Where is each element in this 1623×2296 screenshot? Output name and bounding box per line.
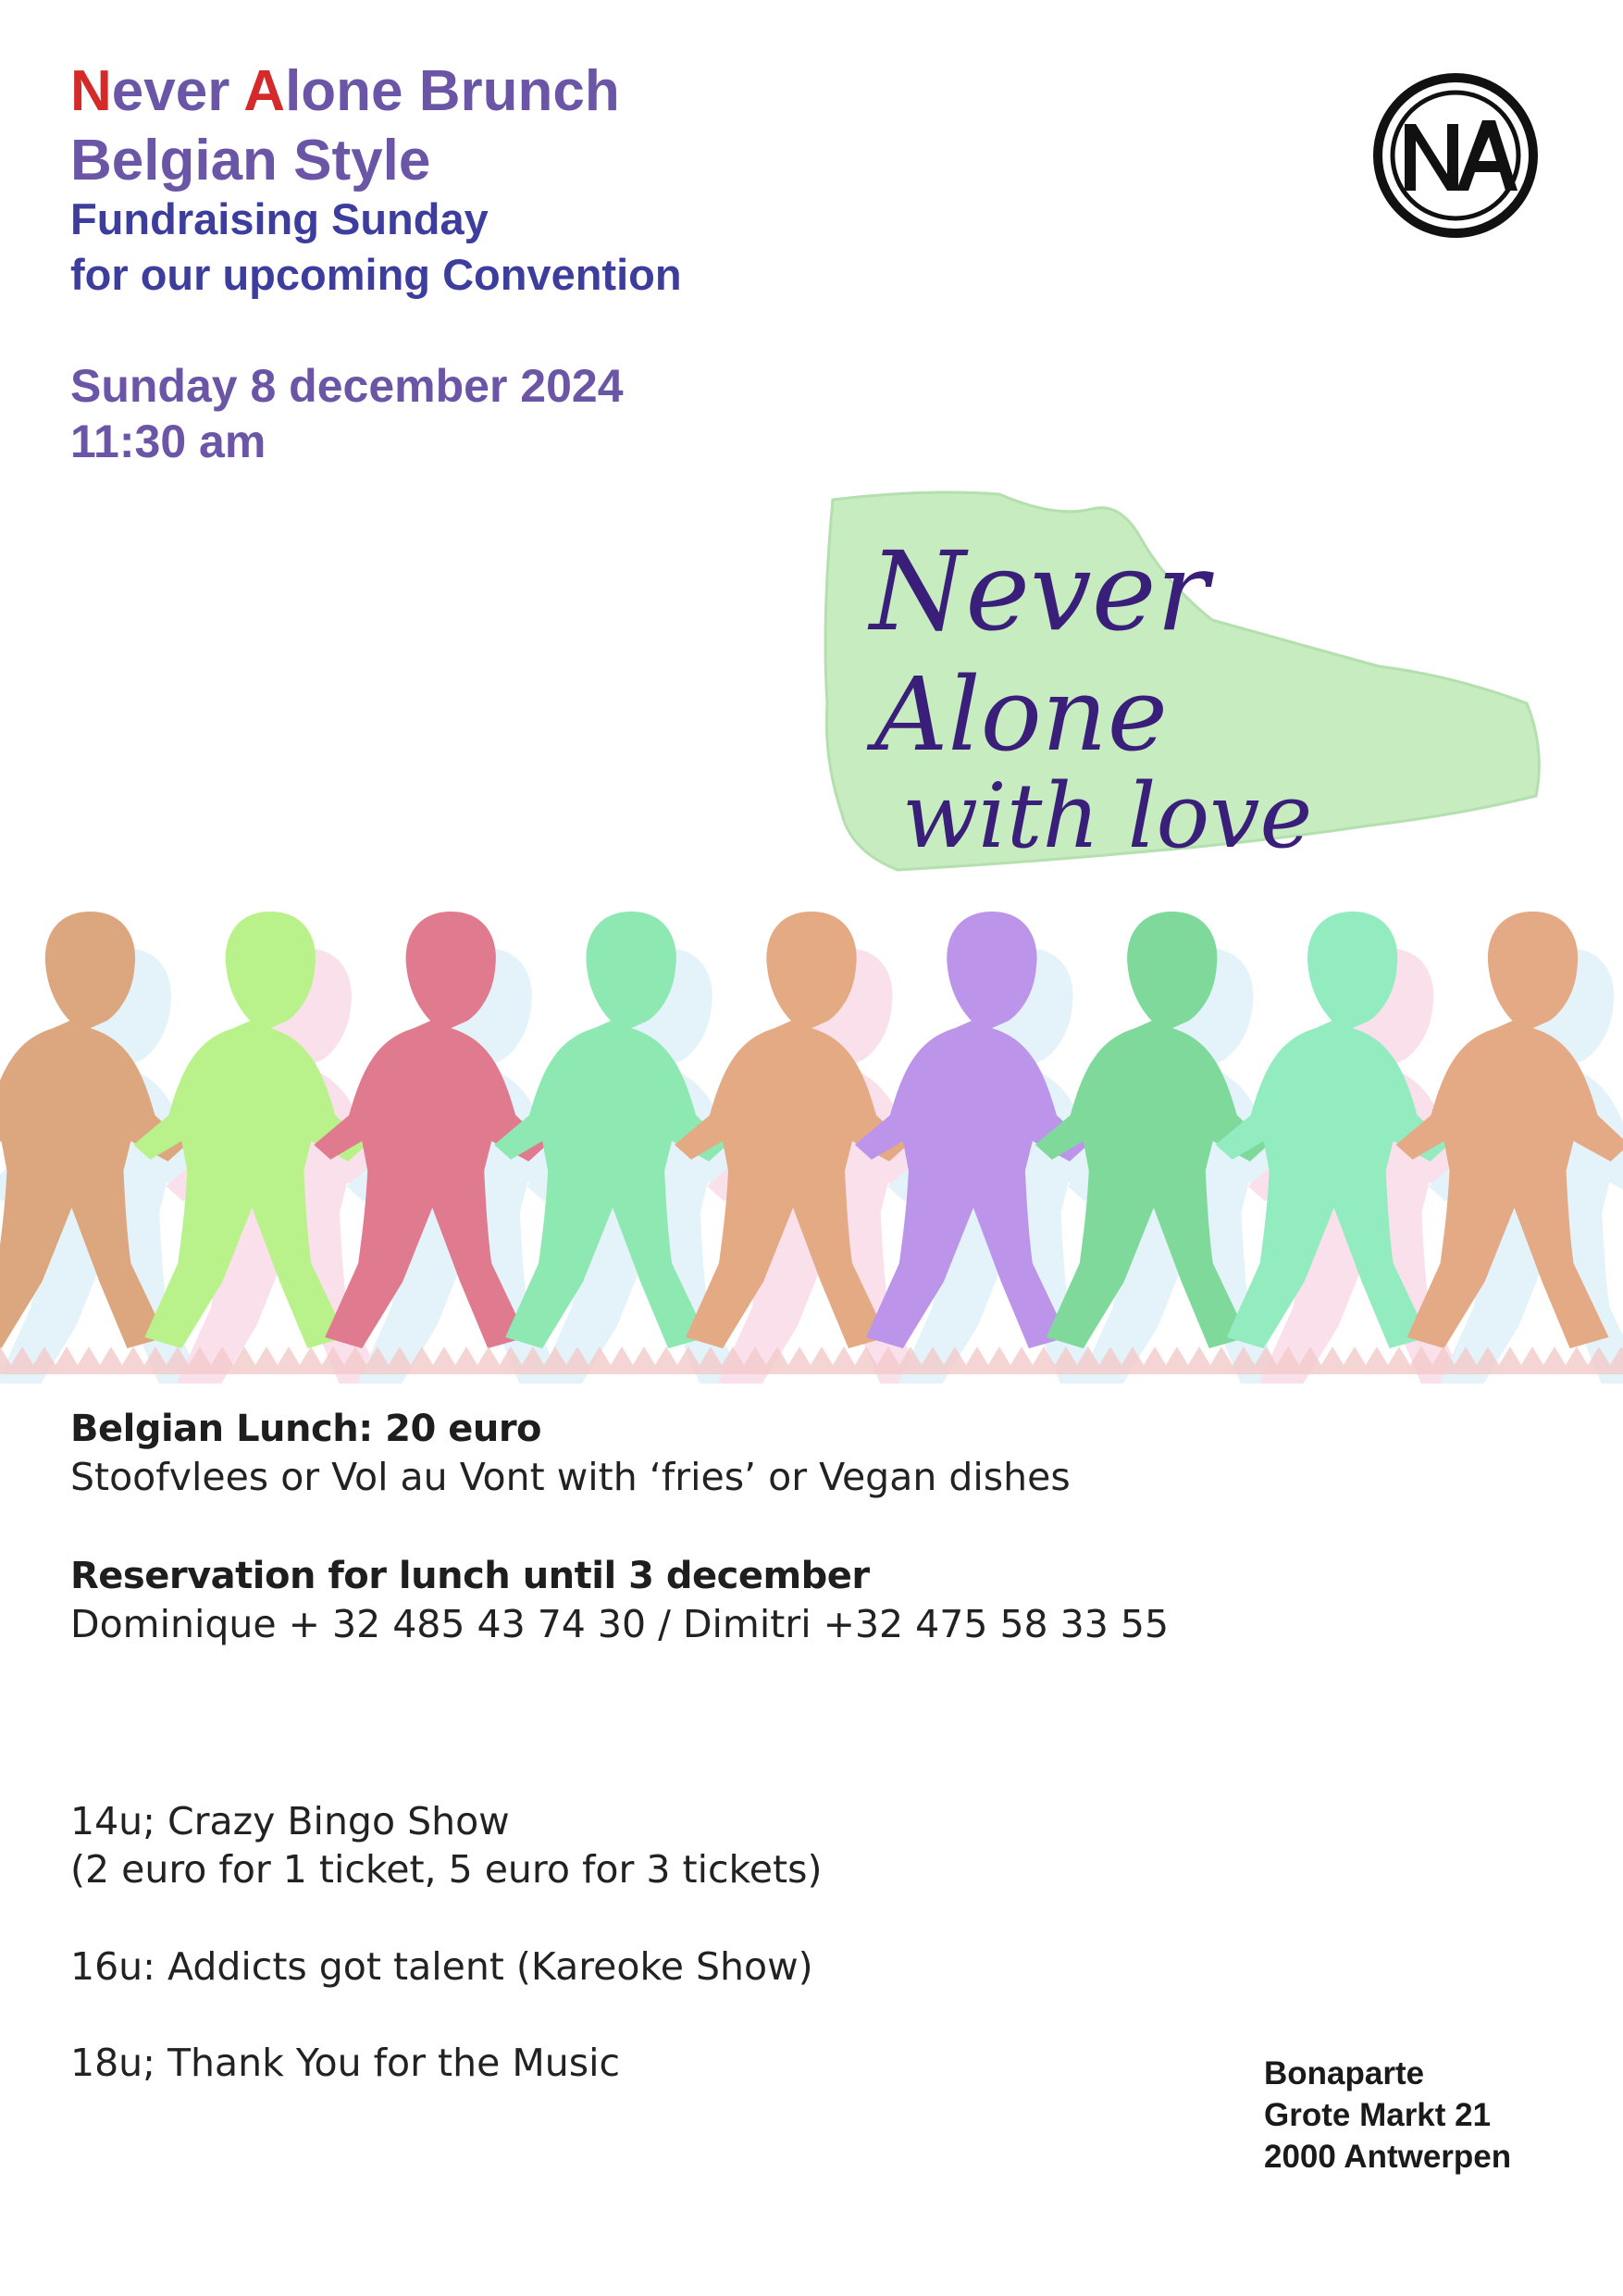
- venue-street: Grote Markt 21: [1264, 2097, 1492, 2133]
- handwritten-with-love: with love: [902, 764, 1313, 868]
- title-line-1: [70, 57, 620, 126]
- program-item-bingo: 14u; Crazy Bingo Show: [70, 1799, 510, 1843]
- subtitle-line-1: Fundraising Sunday: [70, 194, 489, 243]
- program-item-bingo-prices: (2 euro for 1 ticket, 5 euro for 3 tickets): [70, 1847, 823, 1892]
- handwritten-alone: Alone: [874, 655, 1168, 774]
- subtitle-line-2: for our upcoming Convention: [70, 250, 682, 299]
- program-item-music: 18u; Thank You for the Music: [70, 2041, 620, 2085]
- program-item-karaoke: 16u: Addicts got talent (Kareoke Show): [70, 1944, 813, 1989]
- title-word-lone-brunch: lone Brunch: [285, 59, 620, 123]
- venue-city: 2000 Antwerpen: [1264, 2139, 1512, 2175]
- lunch-heading: Belgian Lunch: 20 euro: [70, 1408, 542, 1450]
- title-word-ever: ever: [111, 59, 244, 123]
- na-logo-icon: [1368, 72, 1543, 239]
- paper-people-chain-artwork: [0, 912, 1623, 1384]
- title-initial-n: N: [70, 59, 112, 123]
- reservation-heading: Reservation for lunch until 3 december: [70, 1555, 870, 1597]
- handwritten-never: Never: [870, 527, 1208, 655]
- venue-name: Bonaparte: [1264, 2055, 1425, 2091]
- title-line-2: Belgian Style: [70, 129, 431, 192]
- never-alone-note-artwork: [814, 481, 1555, 879]
- venue-address: [1264, 2053, 1511, 2178]
- event-time: 11:30 am: [70, 416, 266, 467]
- reservation-contacts: Dominique + 32 485 43 74 30 / Dimitri +32 475 58 33 55: [70, 1602, 1170, 1646]
- title-initial-a: A: [243, 59, 286, 123]
- lunch-description: Stoofvlees or Vol au Vont with ‘fries’ or Vegan dishes: [70, 1455, 1071, 1499]
- event-date: Sunday 8 december 2024: [70, 360, 624, 412]
- zigzag-edge: [0, 1347, 1623, 1374]
